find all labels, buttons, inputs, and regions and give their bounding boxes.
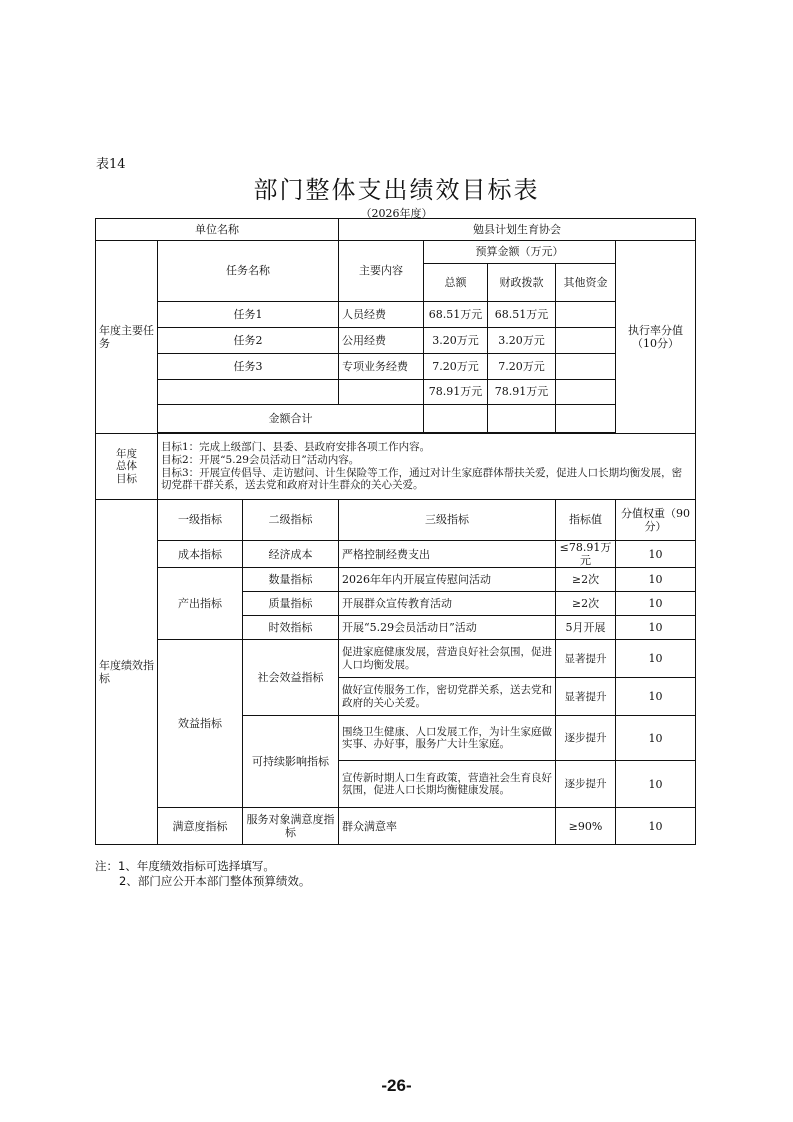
indicator-value: 逐步提升 — [556, 761, 616, 808]
indicator-level2: 可持续影响指标 — [243, 716, 339, 808]
task-total: 3.20万元 — [424, 328, 488, 354]
indicator-level2: 时效指标 — [243, 616, 339, 640]
col-fiscal: 财政拨款 — [488, 264, 556, 302]
task-total: 78.91万元 — [424, 380, 488, 405]
task-row — [96, 302, 696, 328]
indicator-level3: 促进家庭健康发展，营造良好社会氛围，促进人口均衡发展。 — [339, 640, 556, 678]
goal-3: 目标3：开展宣传倡导、走访慰问、计生保险等工作，通过对计生家庭群体帮扶关爱，促进人口长期均衡发展，密切党群干群关系，送去党和政府对计生群众的关心关爱。 — [161, 466, 683, 492]
sum-label: 金额合计 — [158, 405, 424, 433]
indicator-level2: 服务对象满意度指标 — [243, 808, 339, 845]
col-task-name: 任务名称 — [158, 241, 339, 302]
indicator-weight: 10 — [616, 568, 696, 592]
indicator-value: ≥90% — [556, 808, 616, 845]
indicator-value: 5月开展 — [556, 616, 616, 640]
goals-row — [96, 434, 696, 500]
sum-row — [96, 405, 696, 433]
tasks-header-row — [96, 241, 696, 264]
col-main-content: 主要内容 — [339, 241, 424, 302]
task-name: 任务2 — [158, 328, 339, 354]
indicator-level2: 经济成本 — [243, 541, 339, 568]
performance-goals-table — [95, 218, 696, 845]
task-fiscal: 68.51万元 — [488, 302, 556, 328]
indicator-weight: 10 — [616, 716, 696, 761]
task-fiscal: 7.20万元 — [488, 354, 556, 380]
indicator-value: 显著提升 — [556, 678, 616, 716]
indicator-row — [96, 808, 696, 845]
unit-value: 勉县计划生育协会 — [339, 219, 696, 241]
task-row — [96, 354, 696, 380]
col-indicator-value: 指标值 — [556, 500, 616, 541]
unit-label: 单位名称 — [96, 219, 339, 241]
goal-1: 目标1：完成上级部门、县委、县政府安排各项工作内容。 — [161, 441, 431, 454]
task-other — [556, 354, 616, 380]
indicator-weight: 10 — [616, 678, 696, 716]
indicator-weight: 10 — [616, 592, 696, 616]
task-name — [158, 380, 339, 405]
indicator-row — [96, 541, 696, 568]
col-other: 其他资金 — [556, 264, 616, 302]
task-content: 专项业务经费 — [339, 354, 424, 380]
indicator-value: 逐步提升 — [556, 716, 616, 761]
footnote-2: 2、部门应公开本部门整体预算绩效。 — [119, 874, 311, 888]
indicator-weight: 10 — [616, 616, 696, 640]
tasks-section-label: 年度主要任务 — [96, 241, 158, 434]
page-number: -26- — [381, 1076, 412, 1095]
task-content — [339, 380, 424, 405]
indicator-weight: 10 — [616, 640, 696, 678]
indicator-level2: 数量指标 — [243, 568, 339, 592]
goals-text — [158, 434, 696, 500]
task-content: 人员经费 — [339, 302, 424, 328]
task-total: 68.51万元 — [424, 302, 488, 328]
indicator-level1: 产出指标 — [158, 568, 243, 640]
task-other — [556, 380, 616, 405]
indicator-value: ≥2次 — [556, 568, 616, 592]
indicator-level3: 开展群众宣传教育活动 — [339, 592, 556, 616]
indicator-level3: 围绕卫生健康、人口发展工作，为计生家庭做实事、办好事，服务广大计生家庭。 — [339, 716, 556, 761]
col-budget: 预算金额（万元） — [424, 241, 616, 264]
indicator-level2: 质量指标 — [243, 592, 339, 616]
task-fiscal: 3.20万元 — [488, 328, 556, 354]
col-execution-score: 执行率分值（10分） — [616, 241, 696, 434]
indicator-level3: 2026年年内开展宣传慰问活动 — [339, 568, 556, 592]
indicator-level3: 做好宣传服务工作，密切党群关系，送去党和政府的关心关爱。 — [339, 678, 556, 716]
col-level2: 二级指标 — [243, 500, 339, 541]
col-level1: 一级指标 — [158, 500, 243, 541]
table-number-label: 表14 — [96, 157, 126, 172]
indicator-level1: 满意度指标 — [158, 808, 243, 845]
indicator-weight: 10 — [616, 541, 696, 568]
task-fiscal: 78.91万元 — [488, 380, 556, 405]
sum-other — [556, 405, 616, 433]
task-content: 公用经费 — [339, 328, 424, 354]
indicator-weight: 10 — [616, 808, 696, 845]
document-title: 部门整体支出绩效目标表 — [253, 176, 540, 204]
col-weight: 分值权重（90分） — [616, 500, 696, 541]
indicator-level3: 严格控制经费支出 — [339, 541, 556, 568]
footnote-1: 注：1、年度绩效指标可选择填写。 — [95, 859, 275, 873]
indicator-level3: 宣传新时期人口生育政策，营造社会生育良好氛围，促进人口长期均衡健康发展。 — [339, 761, 556, 808]
task-other — [556, 328, 616, 354]
indicator-level3: 群众满意率 — [339, 808, 556, 845]
col-total: 总额 — [424, 264, 488, 302]
indicators-header-row — [96, 500, 696, 541]
sum-total — [424, 405, 488, 433]
task-row — [96, 328, 696, 354]
indicator-value: ≥2次 — [556, 592, 616, 616]
task-total: 7.20万元 — [424, 354, 488, 380]
goal-2: 目标2：开展“5.29会员活动日”活动内容。 — [161, 453, 360, 466]
indicator-row — [96, 640, 696, 678]
unit-row — [96, 219, 696, 241]
indicator-row — [96, 568, 696, 592]
indicator-level3: 开展“5.29会员活动日”活动 — [339, 616, 556, 640]
indicator-level1: 成本指标 — [158, 541, 243, 568]
indicator-value: ≤78.91万元 — [556, 541, 616, 568]
indicator-weight: 10 — [616, 761, 696, 808]
document-subtitle: （2026年度） — [360, 207, 433, 220]
sum-fiscal — [488, 405, 556, 433]
indicator-value: 显著提升 — [556, 640, 616, 678]
task-name: 任务1 — [158, 302, 339, 328]
indicator-level2: 社会效益指标 — [243, 640, 339, 716]
task-other — [556, 302, 616, 328]
col-level3: 三级指标 — [339, 500, 556, 541]
task-row — [96, 380, 696, 405]
indicators-section-label: 年度绩效指标 — [96, 500, 158, 845]
indicator-level1: 效益指标 — [158, 640, 243, 808]
goals-section-label: 年度 总体 目标 — [96, 434, 158, 500]
task-name: 任务3 — [158, 354, 339, 380]
